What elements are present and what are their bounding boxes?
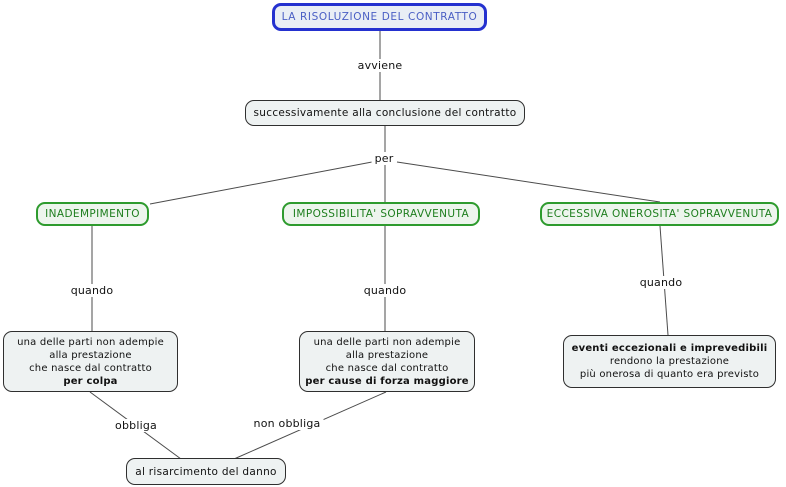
link-label-non-obbliga-text: non obbliga (253, 417, 321, 430)
desc-line: una delle parti non adempie (313, 336, 461, 348)
desc-line: che nasce dal contratto (325, 362, 449, 374)
node-risarcimento-danno[interactable] (126, 458, 286, 485)
node-desc-inadempimento[interactable] (3, 331, 178, 392)
edge-per-inadempimento (150, 162, 372, 204)
node-desc-impossibilita[interactable] (299, 331, 475, 392)
node-inadempimento[interactable] (36, 202, 149, 226)
desc-line: alla prestazione (49, 349, 132, 361)
link-label-quando-left[interactable] (68, 284, 117, 297)
link-label-avviene[interactable] (355, 59, 406, 72)
node-eccessiva-onerosita[interactable] (540, 202, 779, 226)
node-conclusione-contratto-label: successivamente alla conclusione del contratto (253, 107, 517, 119)
node-impossibilita-sopravvenuta[interactable] (282, 202, 480, 226)
link-label-non-obbliga[interactable] (251, 417, 324, 430)
node-risoluzione-contratto[interactable] (272, 3, 487, 31)
edge-per-onerosita (397, 162, 660, 202)
link-label-obbliga[interactable] (112, 419, 160, 432)
node-risoluzione-contratto-label: LA RISOLUZIONE DEL CONTRATTO (281, 11, 478, 23)
node-inadempimento-label: INADEMPIMENTO (45, 208, 140, 220)
desc-line: rendono la prestazione (609, 356, 730, 367)
link-label-obbliga-text: obbliga (115, 419, 157, 432)
desc-line-bold: eventi eccezionali e imprevedibili (571, 343, 768, 354)
link-label-quando-right-text: quando (639, 276, 683, 289)
desc-line: più onerosa di quanto era previsto (579, 369, 760, 380)
node-conclusione-contratto[interactable] (245, 100, 525, 126)
desc-line: che nasce dal contratto (29, 362, 152, 374)
link-label-per-text: per (374, 152, 394, 165)
node-desc-onerosita[interactable] (563, 335, 776, 388)
node-eccessiva-onerosita-label: ECCESSIVA ONEROSITA' SOPRAVVENUTA (546, 208, 773, 220)
desc-line: una delle parti non adempie (17, 336, 164, 348)
desc-line-bold: per colpa (63, 375, 118, 387)
link-label-quando-middle-text: quando (363, 284, 407, 297)
desc-line: alla prestazione (345, 349, 429, 361)
link-label-avviene-text: avviene (357, 59, 403, 72)
link-label-quando-left-text: quando (70, 284, 114, 297)
desc-line-bold: per cause di forza maggiore (305, 375, 469, 387)
link-label-per[interactable] (372, 152, 397, 165)
node-risarcimento-danno-label: al risarcimento del danno (135, 465, 277, 478)
node-impossibilita-label: IMPOSSIBILITA' SOPRAVVENUTA (292, 208, 470, 220)
link-label-quando-middle[interactable] (361, 284, 410, 297)
link-label-quando-right[interactable] (637, 276, 686, 289)
